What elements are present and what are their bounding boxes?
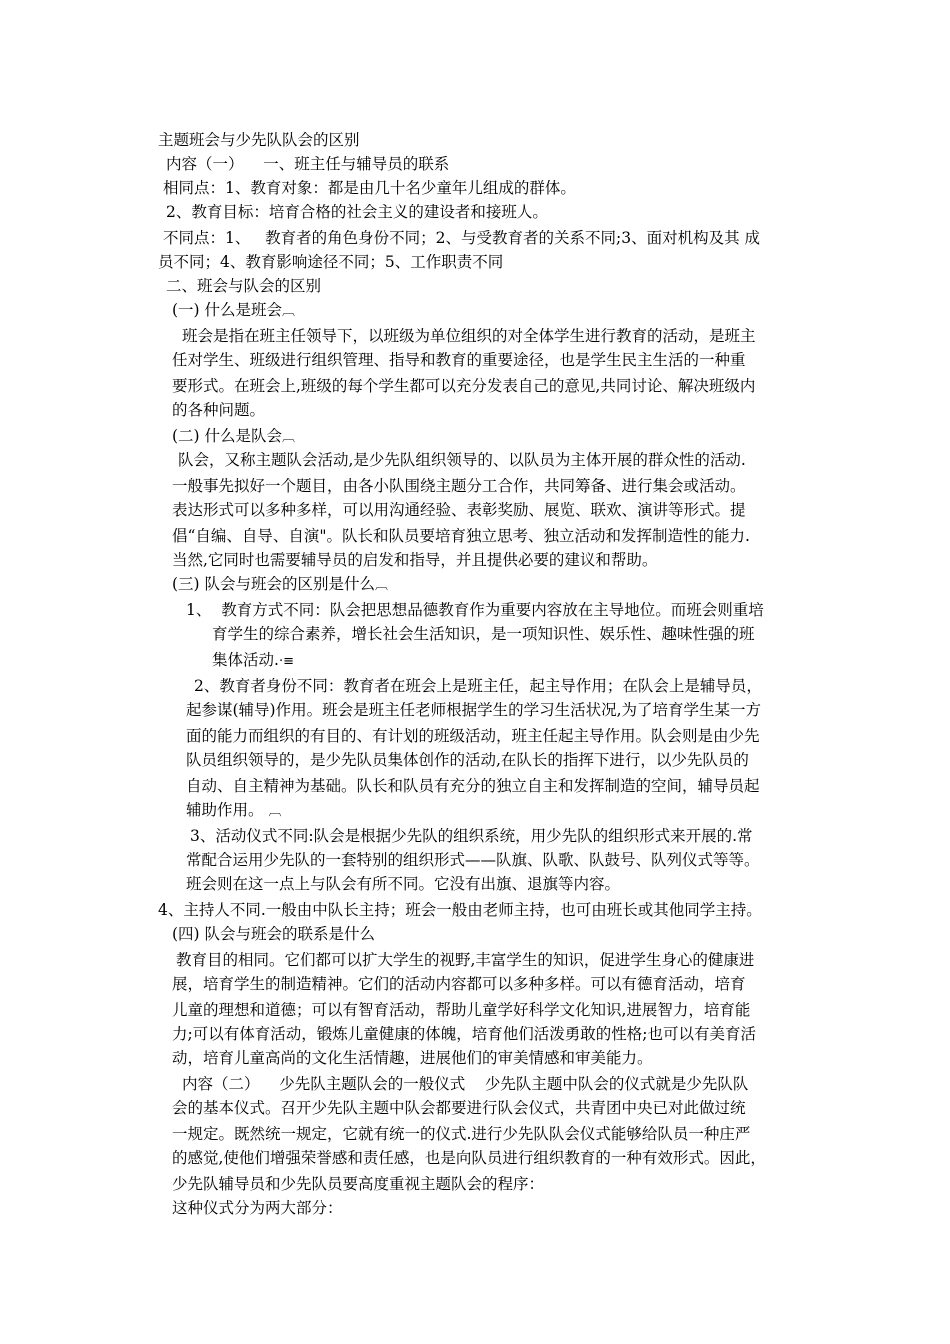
text-line: 队会，又称主题队会活动,是少先队组织领导的、以队员为主体开展的群众性的活动. xyxy=(178,451,746,469)
text-line: 儿童的理想和道德；可以有智育活动，帮助儿童学好科学文化知识,进展智力，培育能 xyxy=(172,1001,751,1019)
text-line: 表达形式可以多种多样，可以用沟通经验、表彰奖励、展览、联欢、演讲等形式。提 xyxy=(172,501,746,519)
list-item: 4、主持人不同.一般由中队长主持；班会一般由老师主持，也可由班长或其他同学主持。 xyxy=(158,901,762,919)
section-heading: 二、班会与队会的区别 xyxy=(166,277,322,295)
text-line: 起参谋(辅导)作用。班会是班主任老师根据学生的学习生活状况,为了培育学生某一方 xyxy=(186,701,762,719)
text-line: 力;可以有体育活动，锻炼儿童健康的体魄，培育他们活泼勇敢的性格;也可以有美育活 xyxy=(172,1025,756,1043)
text-line: 辅助作用。 ︹ xyxy=(186,801,282,819)
text-line: 相同点：1、教育对象：都是由几十名少童年儿组成的群体。 xyxy=(163,179,576,197)
text-line: 倡“自编、自导、自演"。队长和队员要培育独立思考、独立活动和发挥制造性的能力. xyxy=(172,527,750,545)
text-line: 少先队辅导员和少先队员要高度重视主题队会的程序： xyxy=(172,1175,545,1193)
paragraph-mark: ︹ xyxy=(282,304,296,319)
text-line: 的感觉,使他们增强荣誉感和责任感，也是向队员进行组织教育的一种有效形式。因此， xyxy=(172,1149,766,1167)
subsection-heading: (四) 队会与班会的联系是什么 xyxy=(172,925,376,943)
text-line: 的各种问题。 xyxy=(172,401,266,419)
text-line: 内容（一） 一、班主任与辅导员的联系 xyxy=(166,155,450,173)
text-line: 内容（二） 少先队主题队会的一般仪式 少先队主题中队会的仪式就是少先队队 xyxy=(182,1075,749,1093)
list-item: 2、教育者身份不同：教育者在班会上是班主任，起主导作用；在队会上是辅导员， xyxy=(194,677,762,695)
text-line: 员不同；4、教育影响途径不同；5、工作职责不同 xyxy=(158,253,504,271)
document-title: 主题班会与少先队队会的区别 xyxy=(158,131,360,149)
text-line: 当然,它同时也需要辅导员的启发和指导，并且提供必要的建议和帮助。 xyxy=(172,551,658,569)
text-line: 任对学生、班级进行组织管理、指导和教育的重要途径，也是学生民主生活的一种重 xyxy=(172,351,746,369)
paragraph-mark: ︹ xyxy=(282,430,296,445)
text-line: 班会则在这一点上与队会有所不同。它没有出旗、退旗等内容。 xyxy=(186,875,621,893)
text-line: 不同点：1、 教育者的角色身份不同；2、与受教育者的关系不同;3、面对机构及其 成 xyxy=(163,229,761,247)
paragraph-mark: ︹ xyxy=(375,578,389,593)
text-line: 2、教育目标：培育合格的社会主义的建设者和接班人。 xyxy=(166,203,548,221)
subsection-heading: (三) 队会与班会的区别是什么︹ xyxy=(172,575,389,593)
text-line: 队员组织领导的，是少先队员集体创作的活动,在队长的指挥下进行，以少先队员的 xyxy=(186,751,749,769)
text-line: 常配合运用少先队的一套特别的组织形式——队旗、队歌、队鼓号、队列仪式等等。 xyxy=(186,851,760,869)
text-line: 这种仪式分为两大部分： xyxy=(172,1199,343,1217)
list-item: 3、活动仪式不同:队会是根据少先队的组织系统，用少先队的组织形式来开展的.常 xyxy=(190,827,753,845)
text-line: 会的基本仪式。召开少先队主题中队会都要进行队会仪式，共青团中央已对此做过统 xyxy=(172,1099,746,1117)
text-line: 面的能力而组织的有目的、有计划的班级活动，班主任起主导作用。队会则是由少先 xyxy=(186,727,760,745)
text-line: 一般事先拟好一个题目，由各小队围绕主题分工合作，共同筹备、进行集会或活动。 xyxy=(172,477,746,495)
subsection-heading: (二) 什么是队会︹ xyxy=(172,427,296,445)
list-item: 1、 教育方式不同：队会把思想品德教育作为重要内容放在主导地位。而班会则重培 xyxy=(186,601,764,619)
text-line: 展，培育学生的制造精神。它们的活动内容都可以多种多样。可以有德育活动，培育 xyxy=(172,975,746,993)
subsection-heading: (一) 什么是班会︹ xyxy=(172,301,296,319)
text-line: 育学生的综合素养，增长社会生活知识，是一项知识性、娱乐性、趣味性强的班 xyxy=(212,625,755,643)
text-line: 要形式。在班会上,班级的每个学生都可以充分发表自己的意见,共同讨论、解决班级内 xyxy=(172,377,756,395)
paragraph-mark: ︹ xyxy=(268,804,282,819)
list-mark: ·≡ xyxy=(278,654,294,669)
text-line: 自动、自主精神为基础。队长和队员有充分的独立自主和发挥制造的空间，辅导员起 xyxy=(186,777,760,795)
text-line: 班会是指在班主任领导下，以班级为单位组织的对全体学生进行教育的活动，是班主 xyxy=(182,327,756,345)
text-line: 动，培育儿童高尚的文化生活情趣，进展他们的审美情感和审美能力。 xyxy=(172,1049,653,1067)
text-line: 教育目的相同。它们都可以扩大学生的视野,丰富学生的知识，促进学生身心的健康进 xyxy=(176,951,755,969)
text-line: 一规定。既然统一规定，它就有统一的仪式.进行少先队队会仪式能够给队员一种庄严 xyxy=(172,1125,751,1143)
text-line: 集体活动.·≡ xyxy=(212,651,294,669)
